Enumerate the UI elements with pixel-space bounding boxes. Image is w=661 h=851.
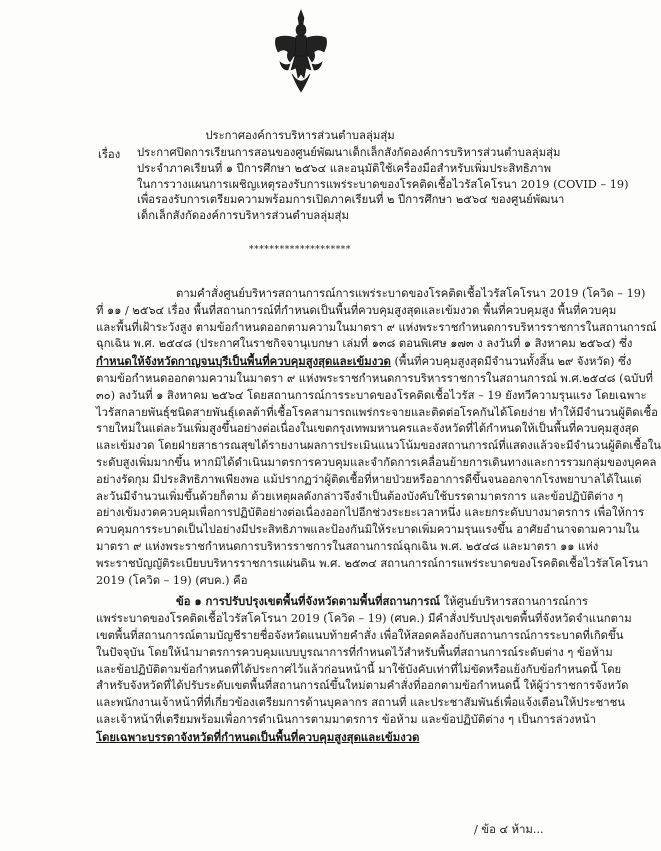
body-line: รายใหม่ในแต่ละวันเพิ่มสูงขึ้นอย่างต่อเนื่องในเขตกรุงเทพมหานครและจังหวัดที่ได้กำหนดให้เป็นพื้นที่ควบคุมสูงสุด (96, 422, 639, 436)
subject-line: เพื่อรองรับการเตรียมความพร้อมการเปิดภาคเรียนที่ ๒ ปีการศึกษา ๒๕๖๔ ของศูนย์พัฒนา (137, 193, 565, 207)
body-line: ๓๐) ลงวันที่ ๑ สิงหาคม ๒๕๖๔ โดยสถานการณ์การระบาดของโรคติดเชื้อไวรัส – 19 ยังทวีความรุนแรง โดยเฉพาะ (96, 388, 647, 402)
subject-line: ประกาศปิดการเรียนการสอนของศูนย์พัฒนาเด็กเล็กสังกัดองค์การบริหารส่วนตำบลลุ่มสุ่ม (137, 146, 561, 159)
body-line: ที่ ๑๑ / ๒๕๖๔ เรื่อง พื้นที่สถานการณ์ที่กำหนดเป็นพื้นที่ควบคุมสูงสุดและเข้มงวด พื้นที่ควบคุมสูง พื้นที่ควบคุม (96, 303, 617, 317)
body-line: มาตรา ๙ แห่งพระราชกำหนดการบริหารราชการในสถานการณ์ฉุกเฉิน พ.ศ. ๒๕๔๘ และมาตรา ๑๑ แห่ง (96, 539, 599, 553)
subject-line: ในการวางแผนการเผชิญเหตุรองรับการแพร่ระบาดของโรคติดเชื้อไวรัสโคโรนา 2019 (COVID – 19) (137, 177, 629, 191)
body-line: เขตพื้นที่สถานการณ์ตามบัญชีรายชื่อจังหวัดแนบท้ายคำสั่ง เพื่อให้สอดคล้องกับสถานการณ์การระบาดที่เกิดขึ้น (96, 628, 624, 642)
body-line: และพื้นที่เฝ้าระวังสูง ตามข้อกำหนดออกตามความในมาตรา ๙ แห่งพระราชกำหนดการบริหารราชการในสถานการณ์ (96, 320, 657, 334)
body-line: และพนักงานเจ้าหน้าที่ที่เกี่ยวข้องเตรียมการด้านบุคลากร สถานที่ และประชาสัมพันธ์เพื่อแจ้งเตือนให้ประชาชน (96, 696, 625, 710)
body-line: ฉุกเฉิน พ.ศ. ๒๕๔๘ (ประกาศในราชกิจจานุเบกษา เล่มที่ ๑๓๘ ตอนพิเศษ ๑๗๓ ง ลงวันที่ ๑ สิงหาคม ๒๕๖๔) ซึ่ง (96, 337, 633, 351)
body-line: พระราชบัญญัติระเบียบบริหารราชการแผ่นดิน พ.ศ. ๒๕๓๔ สถานการณ์การแพร่ระบาดของโรคติดเชื้อไวรัสโคโรนา (96, 556, 649, 570)
highlight-text: โดยเฉพาะบรรดาจังหวัดที่กำหนดเป็นพื้นที่ควบคุมสูงสุดและเข้มงวด (96, 729, 420, 744)
body-line: ละวันมีจำนวนเพิ่มขึ้นด้วยก็ตาม ด้วยเหตุผลดังกล่าวจึงจำเป็นต้องบังคับใช้บรรดามาตรการ และข้อปฏิบัติต่าง ๆ (96, 489, 624, 503)
body-text-span: (พื้นที่ควบคุมสูงสุดมีจำนวนทั้งสิ้น ๒๙ จังหวัด) ซึ่ง (390, 355, 632, 369)
item-heading: ข้อ ๑ การปรับปรุงเขตพื้นที่จังหวัดตามพื้นที่สถานการณ์ (176, 594, 441, 609)
body-line (96, 353, 632, 371)
next-page-marker: / ข้อ ๔ ห้าม... (474, 823, 544, 836)
body-line: ในปัจจุบัน โดยให้นำมาตรการควบคุมแบบบูรณาการที่กำหนดไว้สำหรับพื้นที่สถานการณ์ระดับต่าง ๆ ข้อห้าม (96, 645, 613, 659)
subject-line: ประจำภาคเรียนที่ ๑ ปีการศึกษา ๒๕๖๔ และอนุมัติใช้เครื่องมือสำหรับเพิ่มประสิทธิภาพ (137, 161, 552, 175)
body-line (96, 729, 566, 747)
subject-text (137, 145, 629, 224)
garuda-emblem-icon (270, 8, 332, 94)
body-line: ตามคำสั่งศูนย์บริหารสถานการณ์การแพร่ระบาดของโรคติดเชื้อไวรัสโคโรนา 2019 (โควิด – 19) (176, 287, 646, 300)
subject-line: เด็กเล็กสังกัดองค์การบริหารส่วนตำบลลุ่มสุ่ม (137, 209, 349, 223)
body-line: ตามข้อกำหนดออกตามความในมาตรา ๙ แห่งพระราชกำหนดการบริหารราชการในสถานการณ์ พ.ศ.๒๕๔๘ (ฉบับที่ (96, 371, 653, 385)
separator: ******************** (249, 245, 351, 255)
body-line: และข้อปฏิบัติตามข้อกำหนดที่ได้ประกาศไว้แล้วก่อนหน้านี้ มาใช้บังคับเท่าที่ไม่ขัดหรือแย้งกับข้อกำหนดนี้ โดย (96, 662, 622, 676)
body-line (96, 593, 588, 611)
body-line: 2019 (โควิด – 19) (ศบค.) คือ (96, 573, 248, 587)
body-line: ไวรัสกลายพันธุ์ชนิดสายพันธุ์เดลต้าที่เชื้อโรคสามารถแพร่กระจายและติดต่อโรคกันได้โดยง่าย ทำให้มีจำนวนผู้ติดเชื้อ (96, 405, 658, 419)
body-line: ควบคุมการระบาดเป็นไปอย่างมีประสิทธิภาพและป้องกันมิให้ระบาดเพิ่มความรุนแรงขึ้น อาศัยอำนาจตามความใน (96, 523, 640, 537)
subject-label: เรื่อง (98, 148, 121, 161)
body-line: และเจ้าหน้าที่เตรียมพร้อมเพื่อการดำเนินการตามมาตรการ ข้อห้าม และข้อปฏิบัติต่าง ๆ เป็นการล่วงหน้า (96, 712, 596, 726)
body-line: สำหรับจังหวัดที่ได้ปรับระดับเขตพื้นที่สถานการณ์ขึ้นใหม่ตามคำสั่งที่ออกตามข้อกำหนดนี้ ให้ผู้ว่าราชการจังหวัด (96, 679, 629, 693)
body-text (96, 286, 661, 747)
body-text-span: ให้ศูนย์บริหารสถานการณ์การ (440, 595, 588, 609)
body-line: แพร่ระบาดของโรคติดเชื้อไวรัสโคโรนา 2019 (โควิด – 19) (ศบค.) มีคำสั่งปรับปรุงเขตพื้นที่จังหวัดจำแนกตาม (96, 612, 632, 626)
body-line: และเข้มงวด โดยฝ่ายสาธารณสุขได้รายงานผลการประเมินแนวโน้มของสถานการณ์ที่แสดงแล้วจะมีจำนวนผู้ติดเชื้อใน (96, 439, 661, 453)
body-line: อย่างรัดกุม มีประสิทธิภาพเพียงพอ แม้ปรากฏว่าผู้ติดเชื้อที่หายป่วยหรืออาการดีขึ้นจนออกจากโรงพยาบาลได้ในแต่ (96, 472, 642, 486)
body-line: อย่างเข้มงวดควบคุมเพื่อการปฏิบัติอย่างต่อเนื่องออกไปอีกช่วงระยะเวลาหนึ่ง และยกระดับบางมาตรการ เพื่อให้การ (96, 506, 645, 520)
document-title: ประกาศองค์การบริหารส่วนตำบลลุ่มสุ่ม (205, 129, 395, 142)
highlight-text: กำหนดให้จังหวัดกาญจนบุรีเป็นพื้นที่ควบคุมสูงสุดและเข้มงวด (96, 354, 391, 369)
body-line: ระดับสูงเพิ่มมากขึ้น หากมิได้ดำเนินมาตรการควบคุมและจำกัดการเคลื่อนย้ายการเดินทางและการรวมกลุ่มของบุคคล (96, 455, 657, 469)
